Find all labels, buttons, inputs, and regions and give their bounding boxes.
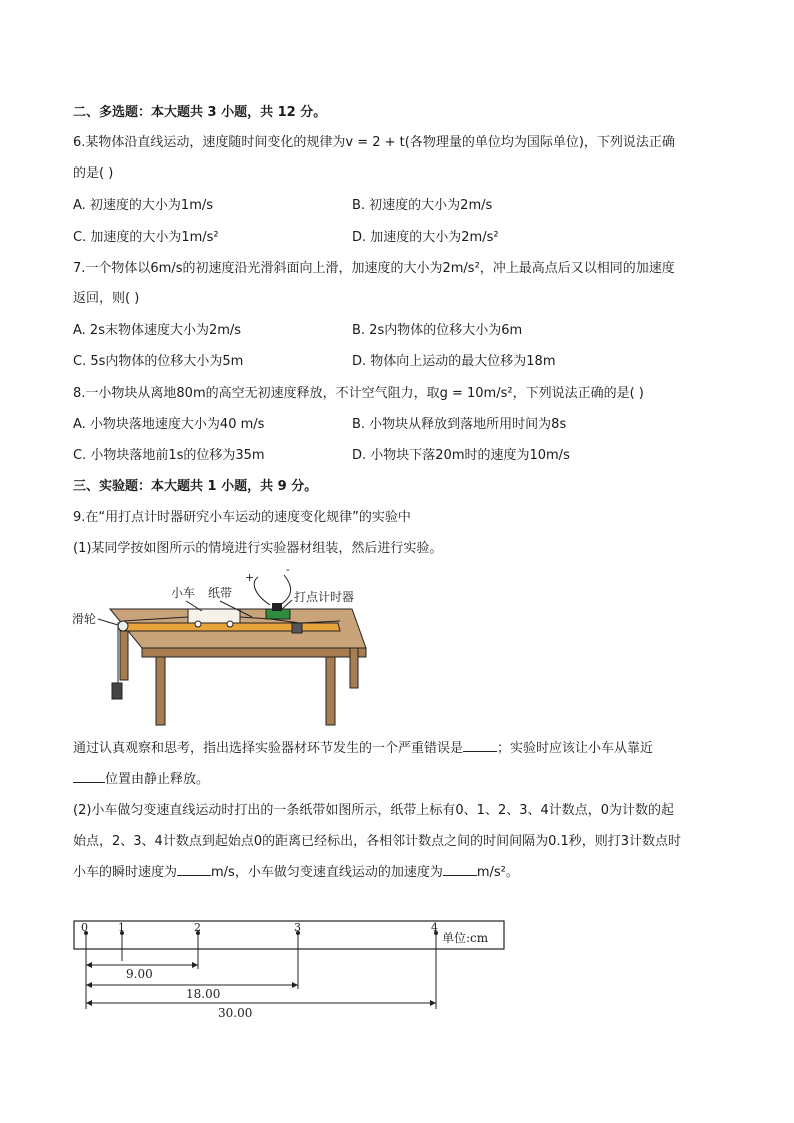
timer-leader bbox=[282, 600, 292, 609]
table-edge bbox=[142, 648, 366, 657]
q9-part2-text-c: m/s²。 bbox=[476, 865, 519, 880]
q9-part1-question-line1 bbox=[73, 739, 653, 758]
wire-positive bbox=[254, 577, 270, 605]
cart bbox=[188, 609, 240, 623]
arrowhead bbox=[86, 982, 92, 988]
table-leg bbox=[326, 657, 335, 725]
q8-option-a: A. 小物块落地速度大小为40 m/s bbox=[73, 417, 265, 432]
q6-stem-line2: 的是( ) bbox=[73, 166, 114, 181]
q7-stem-line1: 7.一个物体以6m/s的初速度沿光滑斜面向上滑，加速度的大小为2m/s²，冲上最高点后又以相同的加速度 bbox=[73, 261, 675, 276]
table-leg bbox=[350, 648, 358, 688]
tape-unit: 单位:cm bbox=[442, 931, 489, 945]
q8-option-d: D. 小物块下落20m时的速度为10m/s bbox=[352, 448, 570, 463]
q9-part2-line3 bbox=[73, 863, 519, 882]
q7-stem-line2: 返回，则( ) bbox=[73, 291, 140, 306]
cart-wheel bbox=[227, 621, 233, 627]
answer-blank[interactable] bbox=[443, 863, 477, 876]
arrowhead bbox=[430, 1000, 436, 1006]
q9-part1-text-a: 通过认真观察和思考，指出选择实验器材环节发生的一个严重错误是 bbox=[73, 741, 464, 756]
arrowhead bbox=[86, 1000, 92, 1006]
paper-tape-diagram bbox=[70, 915, 510, 1025]
q9-part1-text: (1)某同学按如图所示的情境进行实验器材组装，然后进行实验。 bbox=[73, 541, 443, 556]
q9-part2-line1: (2)小车做匀变速直线运动时打出的一条纸带如图所示，纸带上标有0、1、2、3、4计数点，0为计数的起 bbox=[73, 803, 675, 818]
q6-option-d: D. 加速度的大小为2m/s² bbox=[352, 230, 499, 245]
q9-part2-text-a: 小车的瞬时速度为 bbox=[73, 865, 178, 880]
q9-part2-line2: 始点，2、3、4计数点到起始点0的距离已经标出，各相邻计数点之间的时间间隔为0.1秒，则打3计数点时 bbox=[73, 834, 682, 849]
q7-option-c: C. 5s内物体的位移大小为5m bbox=[73, 354, 244, 369]
tape-label-1: 1 bbox=[118, 921, 125, 934]
arrowhead bbox=[86, 962, 92, 968]
label-pulley: 滑轮 bbox=[72, 612, 97, 626]
q9-part2-text-b: m/s，小车做匀变速直线运动的加速度为 bbox=[211, 865, 443, 880]
pulley bbox=[118, 621, 128, 631]
label-cart: 小车 bbox=[171, 586, 196, 600]
distance-0-3: 18.00 bbox=[186, 987, 221, 1001]
answer-blank[interactable] bbox=[177, 863, 211, 876]
label-timer: 打点计时器 bbox=[294, 590, 355, 604]
q9-stem: 9.在“用打点计时器研究小车运动的速度变化规律”的实验中 bbox=[73, 510, 411, 525]
arrowhead bbox=[192, 962, 198, 968]
tape-label-4: 4 bbox=[431, 921, 438, 934]
label-tape: 纸带 bbox=[208, 586, 233, 600]
cart-wheel bbox=[195, 621, 201, 627]
tape-label-3: 3 bbox=[294, 921, 301, 934]
label-plus: + bbox=[245, 571, 255, 584]
table-leg bbox=[156, 657, 165, 725]
answer-blank[interactable] bbox=[463, 739, 497, 752]
q9-part1-text-c: 位置由静止释放。 bbox=[105, 772, 210, 787]
pulley-leader bbox=[98, 619, 118, 625]
wire-negative bbox=[280, 575, 291, 605]
hanging-weight bbox=[112, 683, 122, 699]
q8-stem: 8.一小物块从离地80m的高空无初速度释放，不计空气阻力，取g = 10m/s²，下列说法正确的是( ) bbox=[73, 386, 644, 401]
q9-part1-text-b: ；实验时应该让小车从靠近 bbox=[497, 741, 654, 756]
q6-stem-line1: 6.某物体沿直线运动，速度随时间变化的规律为v = 2 + t(各物理量的单位均为国际单位)，下列说法正确 bbox=[73, 135, 675, 150]
answer-blank[interactable] bbox=[73, 770, 105, 783]
q7-option-d: D. 物体向上运动的最大位移为18m bbox=[352, 354, 556, 369]
section-heading-experiment: 三、实验题：本大题共 1 小题，共 9 分。 bbox=[73, 479, 318, 494]
label-minus: - bbox=[286, 565, 290, 576]
q6-option-a: A. 初速度的大小为1m/s bbox=[73, 198, 214, 213]
distance-0-4: 30.00 bbox=[218, 1006, 253, 1020]
q7-option-b: B. 2s内物体的位移大小为6m bbox=[352, 323, 523, 338]
tape-label-0: 0 bbox=[81, 921, 88, 934]
q7-option-a: A. 2s末物体速度大小为2m/s bbox=[73, 323, 242, 338]
q9-part1-question-line2 bbox=[73, 770, 209, 789]
apparatus-figure bbox=[70, 565, 380, 730]
q8-option-b: B. 小物块从释放到落地所用时间为8s bbox=[352, 417, 567, 432]
table-leg bbox=[120, 625, 128, 680]
q8-option-c: C. 小物块落地前1s的位移为35m bbox=[73, 448, 265, 463]
distance-0-2: 9.00 bbox=[126, 967, 153, 981]
section-heading-multiple-choice: 二、多选题：本大题共 3 小题，共 12 分。 bbox=[73, 105, 327, 120]
timer-clamp bbox=[292, 623, 302, 633]
q6-option-c: C. 加速度的大小为1m/s² bbox=[73, 230, 219, 245]
q6-option-b: B. 初速度的大小为2m/s bbox=[352, 198, 493, 213]
arrowhead bbox=[292, 982, 298, 988]
tape-strip bbox=[74, 921, 504, 949]
tape-label-2: 2 bbox=[194, 921, 201, 934]
